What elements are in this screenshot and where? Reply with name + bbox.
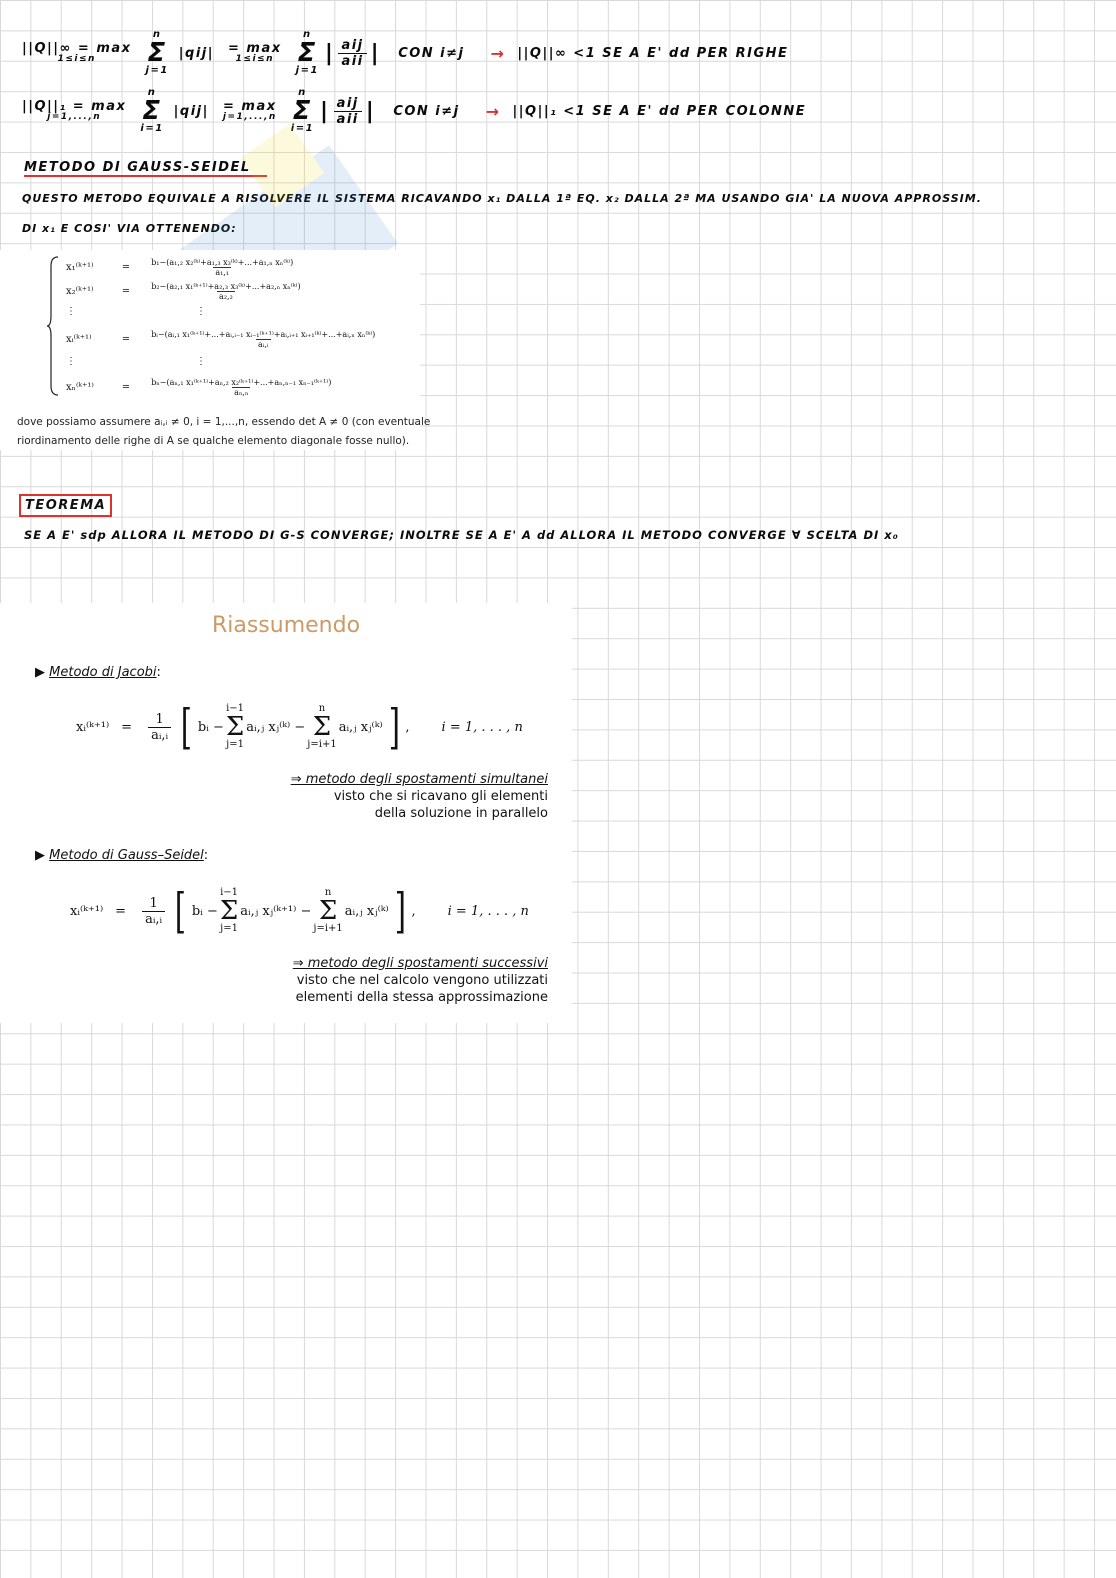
- jacobi-formula: xᵢ⁽ᵏ⁺¹⁾ = $\frac{1}{\text{aᵢ,ᵢ}}$ [ bᵢ − i−1 Σ j=1 aᵢ,ⱼ xⱼ⁽ᵏ⁾ − n Σ j=i+1 aᵢ,ⱼ xⱼ⁽ᵏ⁾ ] , i = 1, . . . , n: [76, 699, 523, 755]
- system-vdots-2: ⋮ ⋮: [66, 356, 206, 367]
- bullet-triangle-icon: ▶: [35, 665, 45, 680]
- system-row-n: xₙ⁽ᵏ⁺¹⁾ = $\frac{\text{bₙ−(aₙ,₁ x₁⁽ᵏ⁺¹⁾+aₙ,₂ x₂⁽ᵏ⁺¹⁾+...+aₙ,ₙ₋₁ xₙ₋₁⁽ᵏ⁺¹⁾)}}{\text{aₙ,ₙ}}$: [66, 378, 332, 397]
- system-row-2: x₂⁽ᵏ⁺¹⁾ = $\frac{\text{b₂−(a₂,₁ x₁⁽ᵏ⁺¹⁾+a₂,₃ x₃⁽ᵏ⁾+...+a₂,ₙ xₙ⁽ᵏ⁾)}}{\text{a₂,₂}}$: [66, 282, 301, 301]
- summary-title: Riassumendo: [211, 613, 361, 638]
- jacobi-bullet: ▶ Metodo di Jacobi:: [35, 665, 161, 680]
- summary-box: [0, 603, 572, 1023]
- jacobi-label: Metodo di Jacobi: [49, 665, 157, 680]
- system-brace: [46, 256, 60, 396]
- one-norm-formula: ||Q||₁ = max j=1,...,n n Σ i=1 |qij| = max j=1,...,n n Σ i=1 | $\frac{\text{aij}}{\text{aii}}$ | CON i≠j → ||Q||₁ <1 SE A E' dd PER COLONNE: [22, 87, 807, 134]
- system-note-line-2: riordinamento delle righe di A se qualche elemento diagonale fosse nullo).: [17, 435, 410, 447]
- gauss-seidel-note: ⇒ metodo degli spostamenti successivi visto che nel calcolo vengono utilizzati elementi della stessa approssimazione: [292, 956, 548, 1005]
- infinity-norm-formula: ||Q||∞ = max 1≤i≤n n Σ j=1 |qij| = max 1≤i≤n n Σ j=1 | $\frac{\text{aij}}{\text{aii}}$ | CON i≠j → ||Q||∞ <1 SE A E' dd PER RIGHE: [22, 29, 789, 76]
- system-row-1: x₁⁽ᵏ⁺¹⁾ = $\frac{\text{b₁−(a₁,₂ x₂⁽ᵏ⁾+a₁,₃ x₃⁽ᵏ⁾+...+a₁,ₙ xₙ⁽ᵏ⁾)}}{\text{a₁,₁}}$: [66, 258, 294, 277]
- bullet-triangle-icon: ▶: [35, 848, 45, 863]
- system-vdots-1: ⋮ ⋮: [66, 306, 206, 317]
- system-note-line-1: dove possiamo assumere aᵢ,ᵢ ≠ 0, i = 1,...,n, essendo det A ≠ 0 (con eventuale: [17, 416, 431, 428]
- section-heading: METODO DI GAUSS-SEIDEL: [24, 160, 267, 177]
- gauss-seidel-label: Metodo di Gauss–Seidel: [49, 848, 204, 863]
- description-line-1: QUESTO METODO EQUIVALE A RISOLVERE IL SISTEMA RICAVANDO x₁ DALLA 1ª EQ. x₂ DALLA 2ª MA USANDO GIA' LA NUOVA APPROSSIM.: [22, 192, 982, 205]
- theorem-label: TEOREMA: [19, 494, 112, 517]
- gauss-seidel-formula: xᵢ⁽ᵏ⁺¹⁾ = $\frac{1}{\text{aᵢ,ᵢ}}$ [ bᵢ − i−1 Σ j=1 aᵢ,ⱼ xⱼ⁽ᵏ⁺¹⁾ − n Σ j=i+1 aᵢ,ⱼ xⱼ⁽ᵏ⁾ ] , i = 1, . . . , n: [70, 883, 529, 939]
- jacobi-note: ⇒ metodo degli spostamenti simultanei visto che si ricavano gli elementi della soluzione in parallelo: [290, 772, 548, 821]
- theorem-text: SE A E' sdp ALLORA IL METODO DI G-S CONVERGE; INOLTRE SE A E' A dd ALLORA IL METODO CONVERGE ∀ SCELTA DI x₀: [24, 528, 899, 542]
- gauss-seidel-bullet: ▶ Metodo di Gauss–Seidel:: [35, 848, 209, 863]
- description-line-2: DI x₁ E COSI' VIA OTTENENDO:: [22, 222, 237, 235]
- system-row-i: xᵢ⁽ᵏ⁺¹⁾ = bᵢ−(aᵢ,₁ x₁⁽ᵏ⁺¹⁾+...+aᵢ,ᵢ₋₁ xᵢ₋₁⁽ᵏ⁺¹⁾+aᵢ,ᵢ₊₁ xᵢ₊₁⁽ᵏ⁾+...+aᵢ,ₙ xₙ⁽ᵏ⁾) aᵢ,ᵢ: [66, 330, 376, 349]
